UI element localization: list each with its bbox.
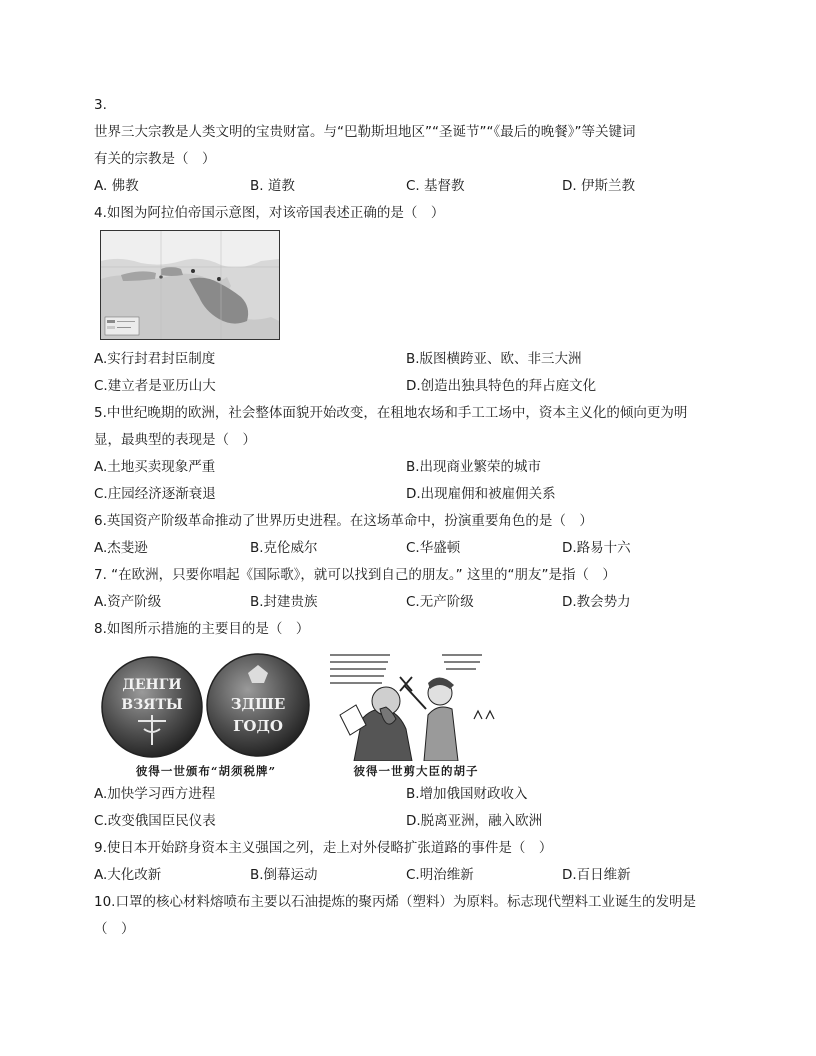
q7-option-c[interactable]: C.无产阶级 [406,594,474,610]
q7-options [94,589,734,616]
q6-options [94,535,734,562]
caption-beard-tax: 彼得一世颁布“胡须税牌” [135,764,277,778]
q3-option-b[interactable]: B. 道教 [250,178,295,194]
q3-option-c[interactable]: C. 基督教 [406,178,465,194]
q7-stem: 7. “在欧洲，只要你唱起《国际歌》，就可以找到自己的朋友。” 这里的“朋友”是指（ ） [94,567,616,583]
q6-stem: 6.英国资产阶级革命推动了世界历史进程。在这场革命中，扮演重要角色的是（ ） [94,513,593,529]
q6-option-b[interactable]: B.克伦威尔 [250,540,318,556]
coin-left-text-1: ДЕНГИ [122,677,182,693]
q6-option-c[interactable]: C.华盛顿 [406,540,461,556]
beard-tax-token-figure [98,649,314,779]
q5-option-a[interactable]: A.土地买卖现象严重 [94,459,216,475]
q5-stem-line1: 5.中世纪晚期的欧洲，社会整体面貌开始改变，在租地农场和手工工场中，资本主义化的倾向更为明 [94,405,688,421]
q4-option-c[interactable]: C.建立者是亚历山大 [94,378,216,394]
q4-options-row1 [94,346,734,373]
coin-right-text-2: ГОДО [233,717,283,735]
q4-stem: 4.如图为阿拉伯帝国示意图，对该帝国表述正确的是（ ） [94,205,445,221]
q8-option-d[interactable]: D.脱离亚洲，融入欧洲 [406,813,543,829]
q9-stem: 9.使日本开始跻身资本主义强国之列，走上对外侵略扩张道路的事件是（ ） [94,840,553,856]
q9-option-a[interactable]: A.大化改新 [94,867,162,883]
q4-option-b[interactable]: B.版图横跨亚、欧、非三大洲 [406,351,582,367]
map-graphic [101,231,279,339]
q3-stem-line2: 有关的宗教是（ ） [94,151,216,167]
q8-stem: 8.如图所示措施的主要目的是（ ） [94,621,310,637]
q5-options-row1 [94,454,734,481]
q9-option-d[interactable]: D.百日维新 [562,867,631,883]
beard-token-coins [98,649,314,761]
q5-option-c[interactable]: C.庄园经济逐渐衰退 [94,486,216,502]
q3-options [94,173,734,200]
tsar-body [424,707,458,761]
q3-option-a[interactable]: A. 佛教 [94,178,139,194]
coin-left-text-2: ВЗЯТЫ [121,697,183,713]
q6-option-d[interactable]: D.路易十六 [562,540,631,556]
q9-option-b[interactable]: B.倒幕运动 [250,867,318,883]
q8-options-row1 [94,781,734,808]
q4-option-a[interactable]: A.实行封君封臣制度 [94,351,216,367]
q4-option-d[interactable]: D.创造出独具特色的拜占庭文化 [406,378,597,394]
q6-option-a[interactable]: A.杰斐逊 [94,540,148,556]
q5-option-b[interactable]: B.出现商业繁荣的城市 [406,459,542,475]
q3-option-d[interactable]: D. 伊斯兰教 [562,178,635,194]
q5-option-d[interactable]: D.出现雇佣和被雇佣关系 [406,486,556,502]
q3-number: 3. [94,97,107,113]
exam-page [94,92,734,943]
caption-beard-cutting: 彼得一世剪大臣的胡子 [353,764,479,778]
q9-option-c[interactable]: C.明治维新 [406,867,474,883]
beard-cutting-cartoon [326,649,506,761]
q5-options-row2 [94,481,734,508]
beard-cutting-cartoon-figure [326,649,506,779]
q3-stem-line1: 世界三大宗教是人类文明的宝贵财富。与“巴勒斯坦地区”“圣诞节”“《最后的晚餐》”等关键词 [94,124,636,140]
arab-empire-map [100,230,280,340]
q8-option-b[interactable]: B.增加俄国财政收入 [406,786,528,802]
q5-stem-line2: 显，最典型的表现是（ ） [94,432,256,448]
q8-options-row2 [94,808,734,835]
q10-stem-line1: 10.口罩的核心材料熔喷布主要以石油提炼的聚丙烯（塑料）为原料。标志现代塑料工业诞生的发明是 [94,894,696,910]
q4-options-row2 [94,373,734,400]
q7-option-a[interactable]: A.资产阶级 [94,594,162,610]
q9-options [94,862,734,889]
coin-right-text-1: ЗДШЕ [230,695,286,713]
q7-option-b[interactable]: B.封建贵族 [250,594,318,610]
q8-figures [98,649,734,779]
q8-option-a[interactable]: A.加快学习西方进程 [94,786,216,802]
q7-option-d[interactable]: D.教会势力 [562,594,631,610]
q10-stem-line2: （ ） [94,921,135,937]
q8-option-c[interactable]: C.改变俄国臣民仪表 [94,813,216,829]
